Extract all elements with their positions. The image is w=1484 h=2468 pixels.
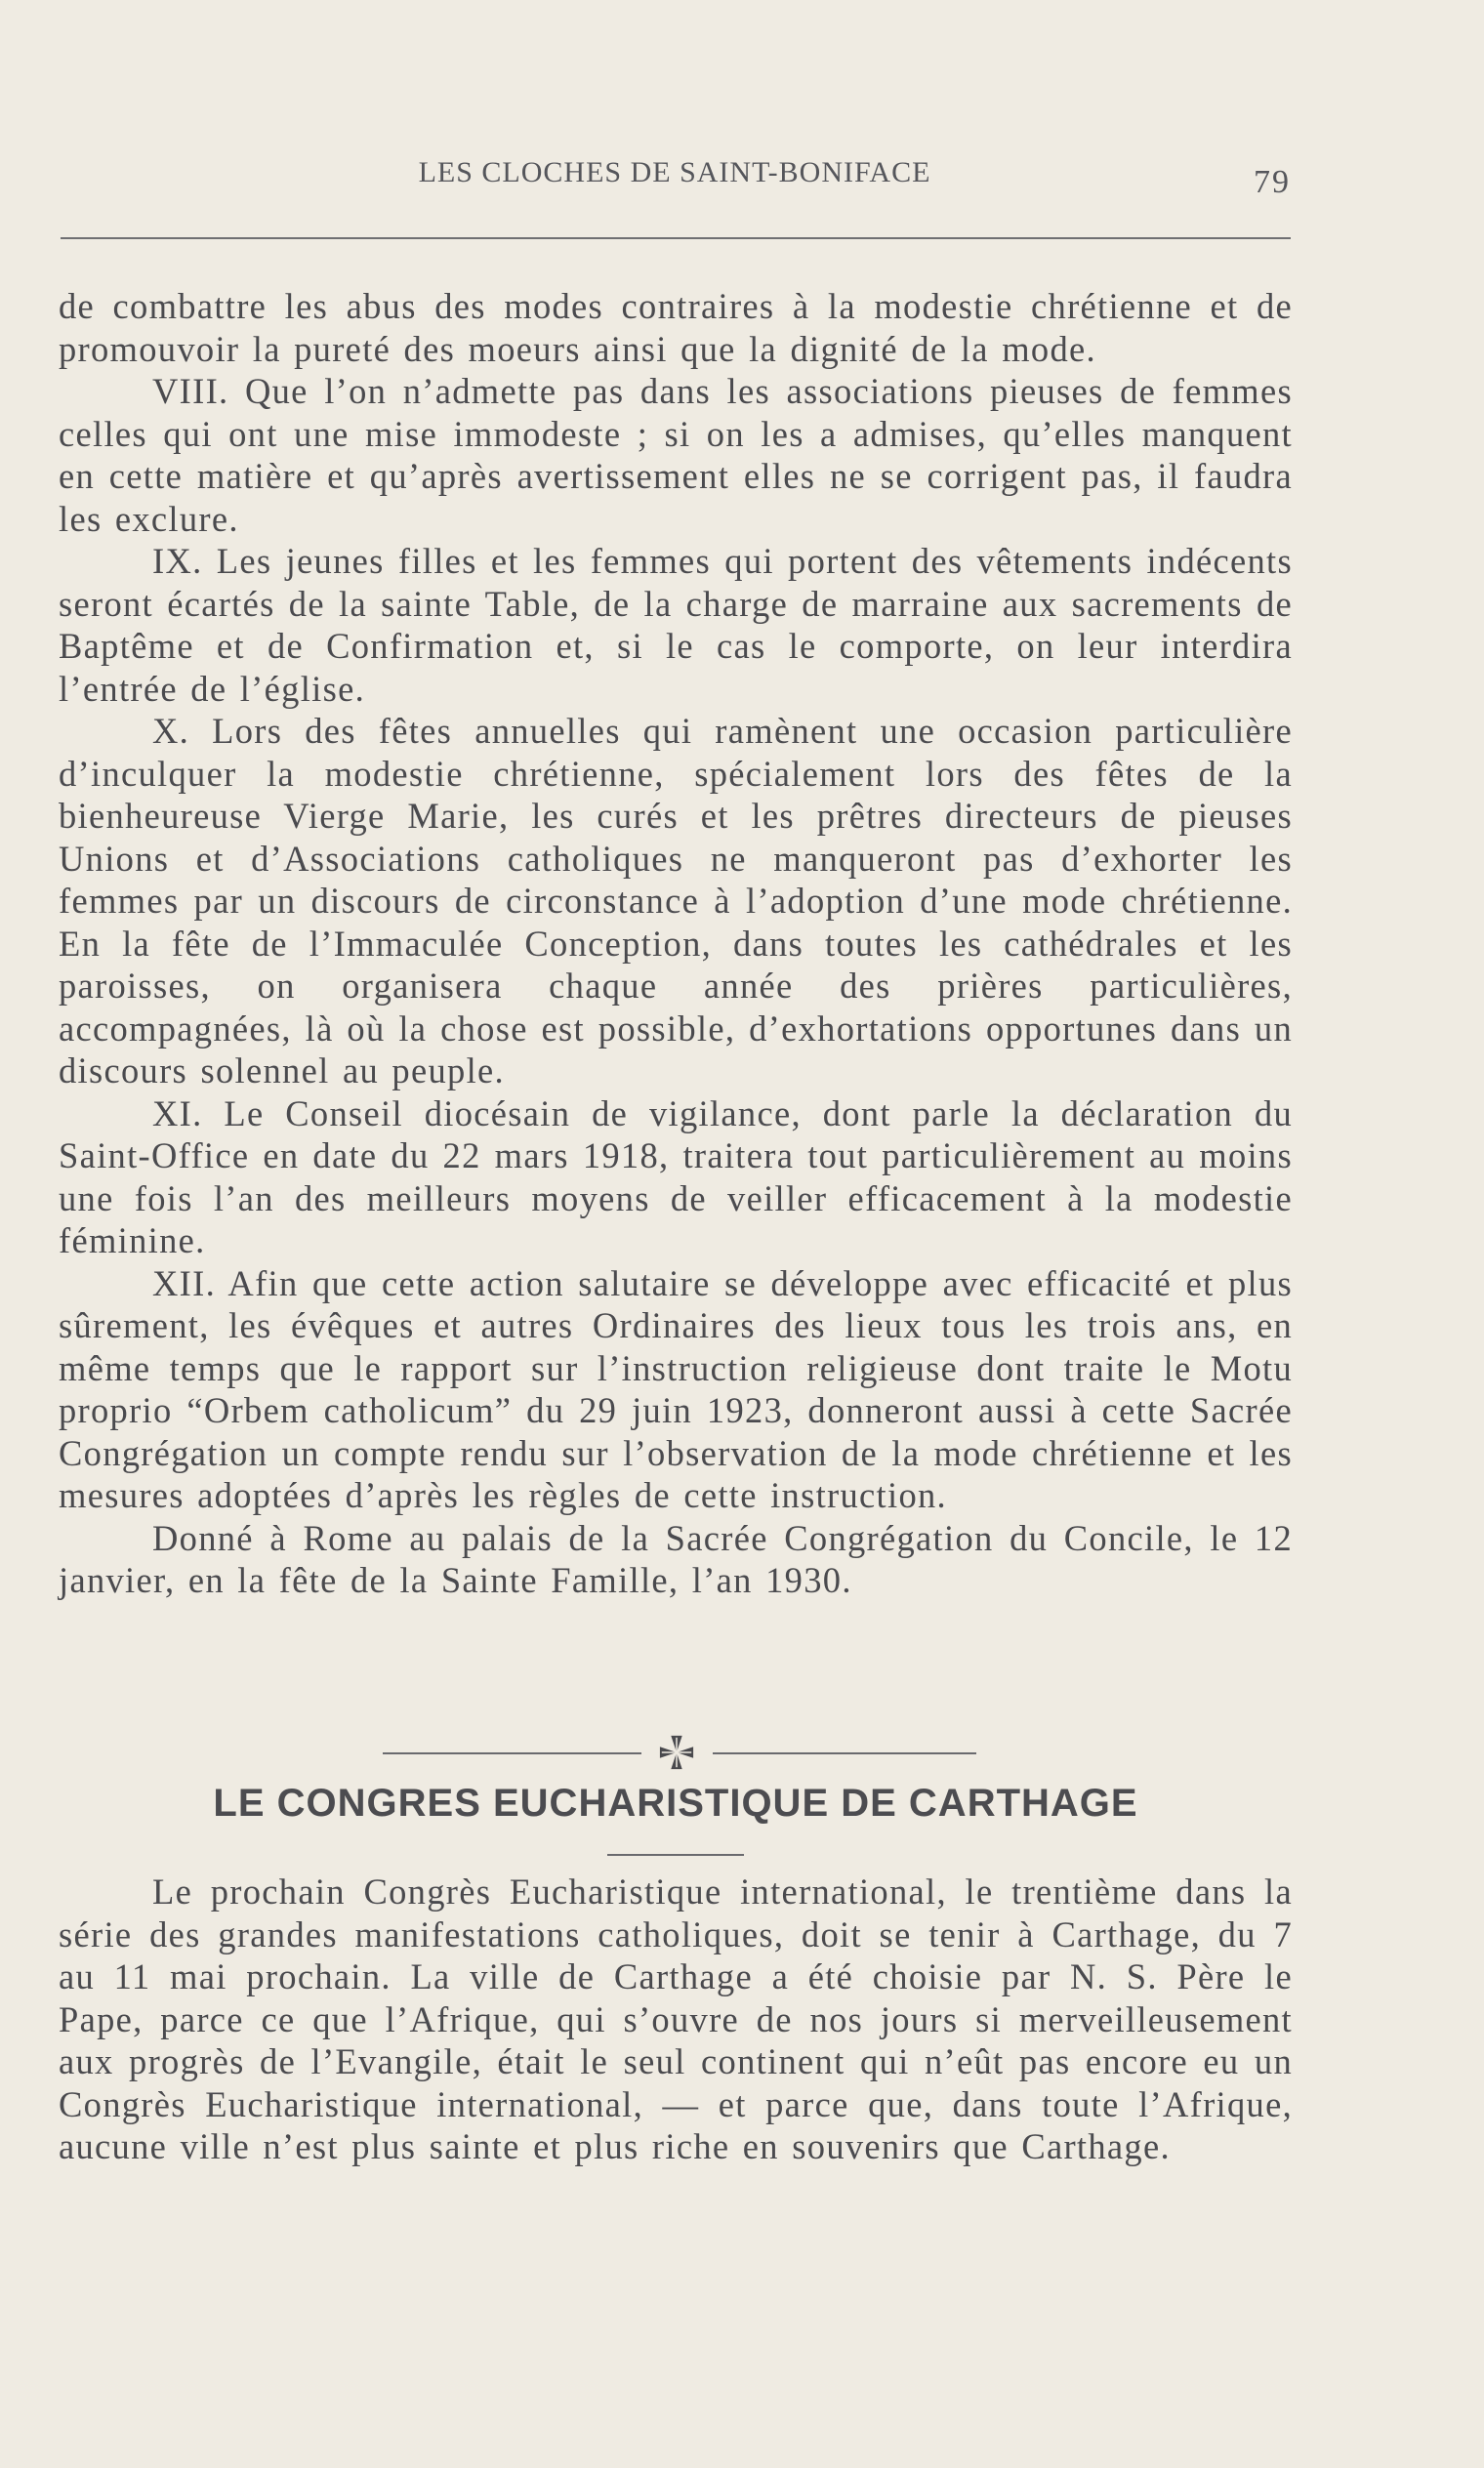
section-divider [0,1734,1484,1773]
paragraph-x: X. Lors des fêtes annuelles qui ramènent une occasion particulière d’inculquer la modestie chrétienne, spécialement lors des fêtes de la bienheureuse Vierge Marie, les curés et les prêtres directeurs de pieuses Unions et d’Associations catholiques ne manqueront pas d’exhorter les femmes par un discours de circonstance à l’adoption d’une mode chrétienne. En la fête de l’Immaculée Conception, dans toutes les cathédrales et les paroisses, on organisera chaque année des prières particulières, accompagnées, là où la chose est possible, d’exhortations opportunes dans un discours solennel au peuple. [59,711,1293,1090]
page-number: 79 [1254,164,1291,200]
paragraph-ix: IX. Les jeunes filles et les femmes qui portent des vêtements indécents seront écartés de la sainte Table, de la charge de marraine aux sacrements de Baptême et de Confirmation et, si le cas le comporte, on leur interdira l’entrée de l’église. [59,541,1293,709]
section-paragraph: Le prochain Congrès Eucharistique international, le trentième dans la série des grandes manifestations catholiques, doit se tenir à Carthage, du 7 au 11 mai prochain. La ville de Carthage a été choisie par N. S. Père le Pape, parce ce que l’Afrique, qui s’ouvre de nos jours si merveilleusement aux progrès de l’Evangile, était le seul continent qui n’eût pas encore eu un Congrès Eucharistique international, — et parce que, dans toute l’Afrique, aucune ville n’est plus sainte et plus riche en souvenirs que Carthage. [59,1872,1293,2166]
running-head [59,156,1291,205]
paragraph-xi: XI. Le Conseil diocésain de vigilance, dont parle la déclaration du Saint-Office en date du 22 mars 1918, traitera tout particulièrement au moins une fois l’an des meilleurs moyens de veiller efficacement à la modestie féminine. [59,1092,1293,1260]
section-title: LE CONGRES EUCHARISTIQUE DE CARTHAGE [213,1782,1138,1825]
header-rule [61,237,1291,239]
closing-paragraph: Donné à Rome au palais de la Sacrée Congrégation du Concile, le 12 janvier, en la fête de la Sainte Famille, l’an 1930. [59,1517,1293,1600]
instruction-text [59,285,1293,1602]
cross-pattee-icon [658,1734,695,1771]
paragraph-xii: XII. Afin que cette action salutaire se développe avec efficacité et plus sûrement, les évêques et autres Ordinaires des lieux tous les trois ans, en même temps que le rapport sur l’instruction religieuse dont traite le Motu proprio “Orbem catholicum” du 29 juin 1923, donneront aussi à cette Sacrée Congrégation un compte rendu sur l’observation de la mode chrétienne et les mesures adoptées d’après les règles de cette instruction. [59,1262,1293,1515]
running-title: LES CLOCHES DE SAINT-BONIFACE [418,156,931,188]
divider-line-left [383,1752,641,1754]
section-text [59,1871,1293,2168]
paragraph-continuation: de combattre les abus des modes contraires à la modestie chrétienne et de promouvoir la pureté des moeurs ainsi que la dignité de la mode. [59,286,1293,369]
divider-line-right [713,1752,976,1754]
title-underline [607,1854,744,1856]
paragraph-viii: VIII. Que l’on n’admette pas dans les associations pieuses de femmes celles qui ont une mise immodeste ; si on les a admises, qu’elles manquent en cette matière et qu’après avertissement elles ne se corrigent pas, il faudra les exclure. [59,371,1293,539]
